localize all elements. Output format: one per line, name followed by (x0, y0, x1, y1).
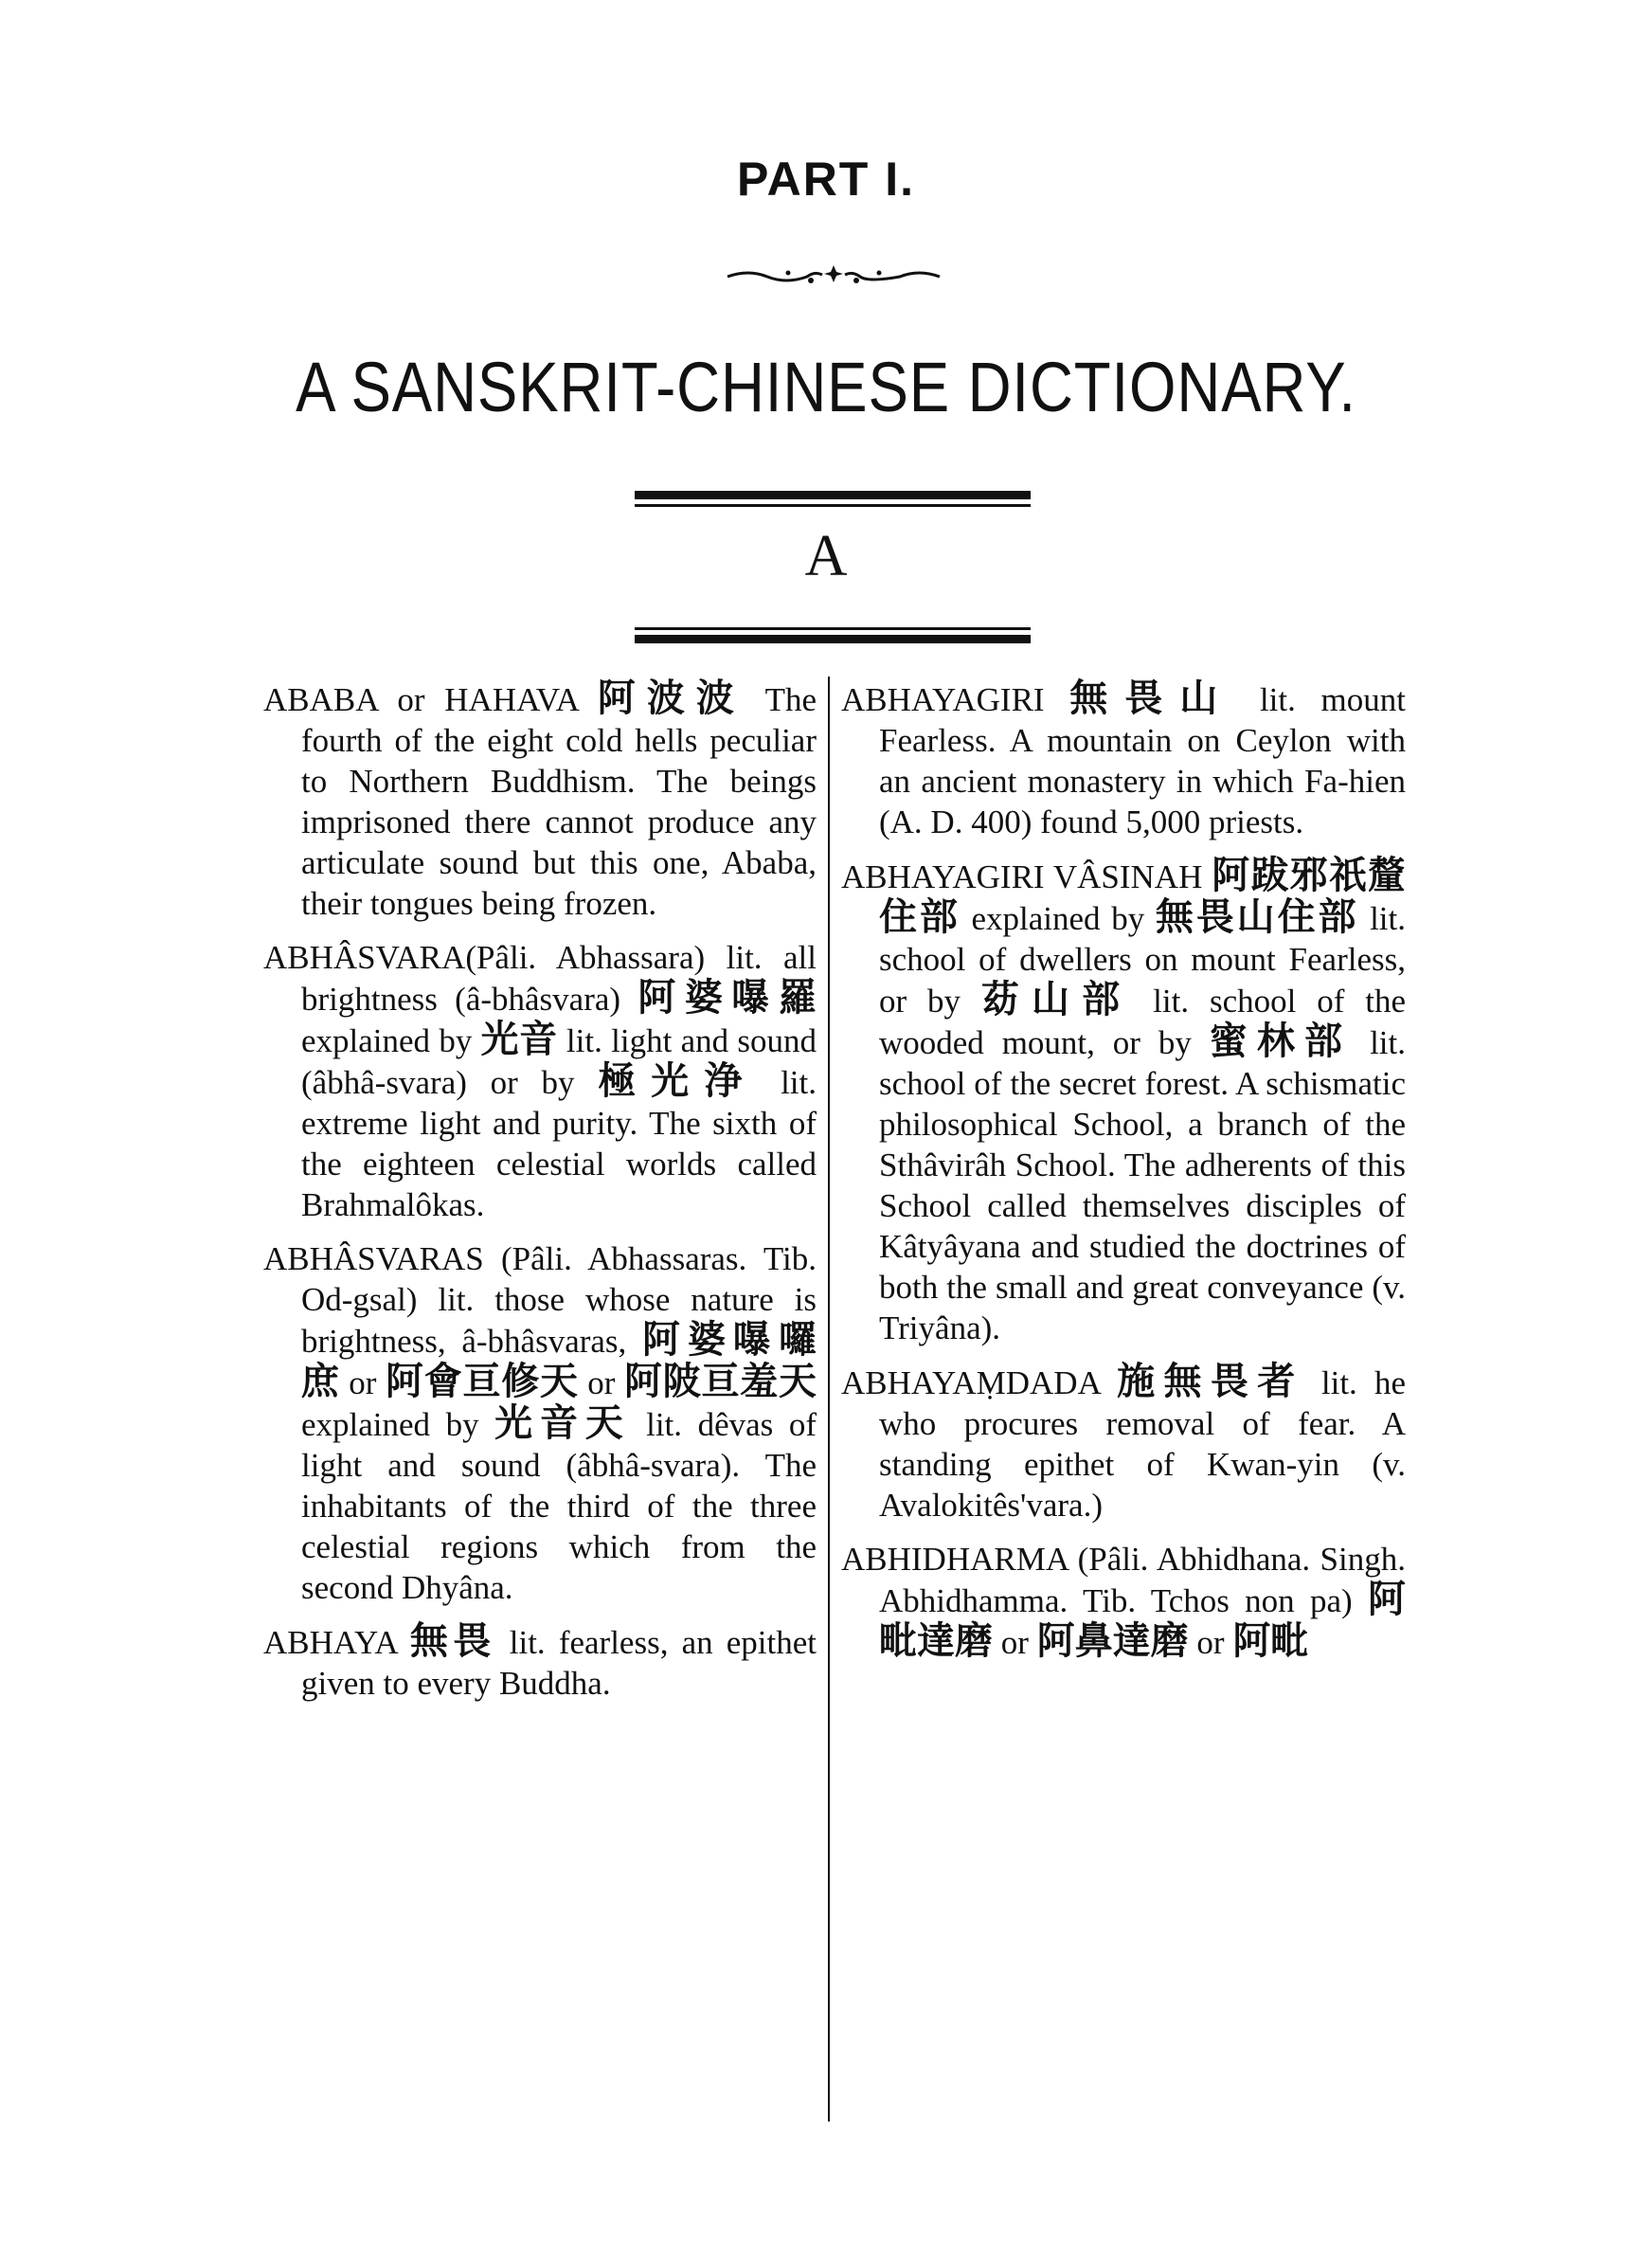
bottom-double-rule (635, 627, 1031, 643)
entry-headword: ABHAYAṂDADA (841, 1364, 1100, 1401)
entry-text: (Pâli. Abhassara) lit. all brightness (â-bhâsvara) 阿婆嚗羅 explained by 光音 lit. light and sound (âbhâ-svara) or by 極光浄 lit. extreme light and purity. The sixth of the eighteen celestial worlds called Brahmalôkas. (301, 939, 817, 1223)
chinese-term: 無畏山住部 (1155, 895, 1359, 939)
part-heading: PART I. (736, 153, 916, 206)
chinese-term: 無畏山 (1069, 677, 1235, 720)
entry-text: 無畏 lit. fearless, an epithet given to every Buddha. (301, 1619, 817, 1702)
dictionary-entry (841, 856, 1406, 1348)
chinese-term: 阿波波 (597, 677, 745, 720)
dictionary-entry (263, 1238, 817, 1608)
top-double-rule (635, 491, 1031, 507)
entry-headword: ABHÂSVARAS (263, 1240, 484, 1277)
entry-text: 阿跋邪祇釐住部 explained by 無畏山住部 lit. school of dwellers on mount Fearless, or by 苭山部 lit. school of the wooded mount, or by 蜜林部 lit. school of the secret forest. A schismatic philosophical School, a branch of the Sthâvirâh School. The adherents of this School called themselves disciples of Kâtyâyana and studied the doctrines of both the small and great conveyance (v. Triyâna). (879, 854, 1407, 1346)
column-divider (828, 677, 830, 2122)
chinese-term: 阿鼻達磨 (1036, 1619, 1189, 1663)
entry-headword: ABHAYAGIRI VÂSINAH (841, 858, 1203, 895)
dictionary-entry (841, 1539, 1406, 1663)
chinese-term: 施無畏者 (1117, 1360, 1304, 1403)
ornament-divider (720, 260, 947, 288)
chinese-term: 阿陂亘羞天 (623, 1360, 817, 1403)
left-column (263, 678, 817, 1717)
section-letter: A (804, 524, 848, 588)
chinese-term: 阿婆嚗羅 (637, 976, 817, 1020)
entry-headword: ABHAYAGIRI (841, 681, 1045, 718)
entry-text: 無畏山 lit. mount Fearless. A mountain on Ceylon with an ancient monastery in which Fa-hien (A. D. 400) found 5,000 priests. (879, 677, 1407, 840)
entry-headword: ABHAYA (263, 1624, 397, 1661)
entry-headword: ABHÂSVARA (263, 939, 466, 976)
dictionary-entry (263, 678, 817, 924)
chinese-term: 阿會亘修天 (385, 1360, 579, 1403)
entry-headword: ABHIDHARMA (841, 1541, 1068, 1578)
chinese-term: 蜜林部 (1209, 1020, 1353, 1063)
chinese-term: 阿毗達磨 (879, 1578, 1406, 1663)
dictionary-entry (841, 1362, 1406, 1526)
chinese-term: 極光浄 (598, 1059, 758, 1103)
dictionary-entry (841, 678, 1406, 842)
entry-headword: ABABA (263, 681, 378, 718)
entry-text: (Pâli. Abhassaras. Tib. Od-gsal) lit. those whose nature is brightness, â-bhâsvaras, 阿婆嚗囉庶 or 阿會亘修天 or 阿陂亘羞天 explained by 光音天 lit. dêvas of light and sound (âbhâ-svara). The inhabitants of the third of the three celestial regions which from the second Dhyâna. (301, 1240, 817, 1606)
chinese-term: 苭山部 (980, 978, 1133, 1021)
chinese-term: 光音天 (494, 1401, 631, 1445)
entry-text: 施無畏者 lit. he who procures removal of fear. A standing epithet of Kwan-yin (v. Avalokitês'vara.) (879, 1360, 1406, 1524)
dictionary-title: A SANSKRIT-CHINESE DICTIONARY. (296, 348, 1356, 426)
dictionary-entry (263, 937, 817, 1225)
right-column (841, 678, 1406, 1676)
chinese-term: 阿毗 (1232, 1619, 1309, 1663)
entry-text: (Pâli. Abhidhana. Singh. Abhidhamma. Tib. Tchos non pa) 阿毗達磨 or 阿鼻達磨 or 阿毗 (879, 1541, 1406, 1663)
dictionary-entry (263, 1621, 817, 1704)
chinese-term: 無畏 (409, 1619, 496, 1663)
chinese-term: 阿跋邪祇釐住部 (879, 854, 1407, 939)
chinese-term: 光音 (480, 1018, 558, 1061)
entry-text: or HAHAVA 阿波波 The fourth of the eight cold hells peculiar to Northern Buddhism. The beings imprisoned there cannot produce any articulate sound but this one, Ababa, their tongues being frozen. (301, 677, 817, 922)
chinese-term: 阿婆嚗囉庶 (301, 1318, 817, 1403)
